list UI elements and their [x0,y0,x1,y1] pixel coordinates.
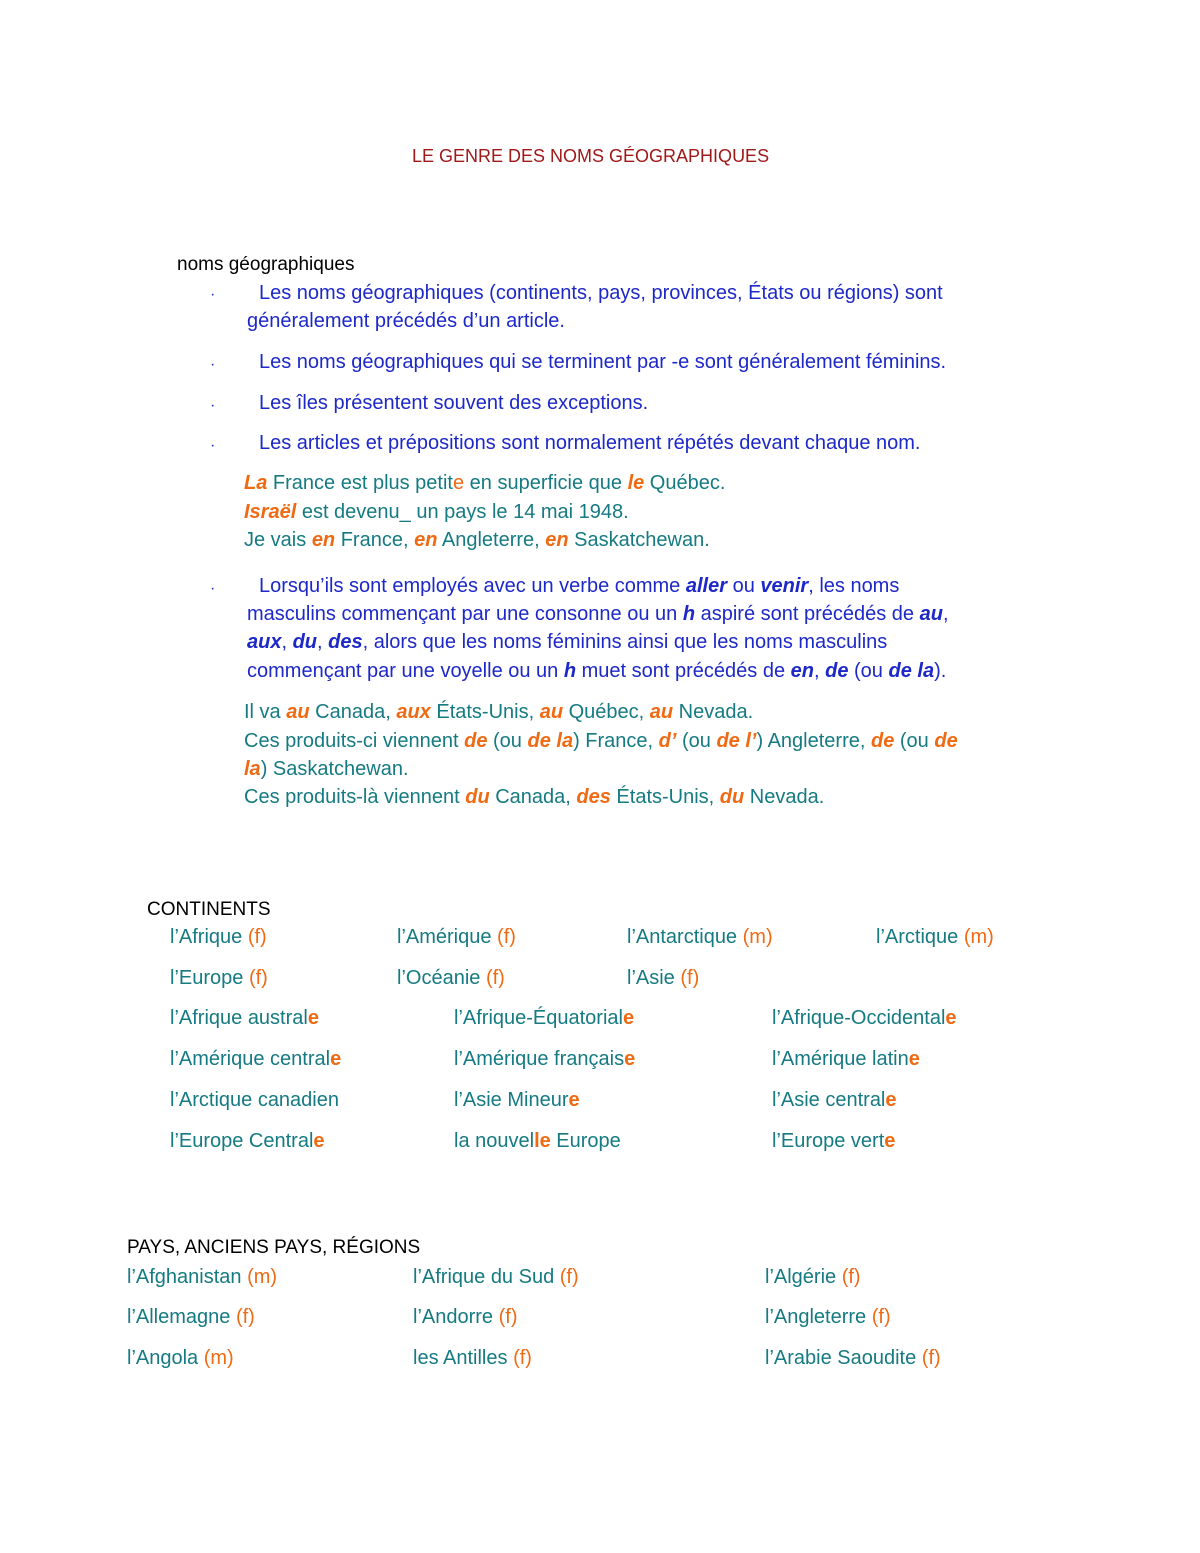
continent-name: l’Europe [170,967,244,989]
example-preposition: en [414,529,438,551]
example-preposition: en [311,529,336,551]
example-text: Québec. [644,472,726,494]
bullet-marker: · [210,286,216,303]
bullet-text-part: aspiré sont précédés de [695,603,920,625]
country-name: l’Algérie [765,1266,837,1288]
gender-tag: (f) [921,1347,941,1369]
continent-item [397,967,505,990]
country-item [765,1266,861,1289]
bullet-marker: · [210,580,216,597]
gender-tag: (m) [203,1347,234,1369]
bullet-marker: · [210,437,216,454]
continent-item [627,967,699,990]
example-line [244,701,753,724]
bullet-text-part: ou [727,575,761,597]
region-name: l’Afrique austral [170,1007,308,1029]
region-item [454,1089,580,1112]
example-preposition: au [649,701,674,723]
country-name: l’Afrique du Sud [413,1266,555,1288]
bullet-text-part: ). [934,660,947,682]
continent-name: l’Afrique [170,926,243,948]
gender-tag: (f) [871,1306,891,1328]
gender-tag: (f) [235,1306,255,1328]
bullet-text: Les noms géographiques qui se terminent par -e sont généralement féminins. [259,351,947,373]
gender-tag: (m) [247,1266,278,1288]
continent-item [397,926,516,949]
feminine-ending: e [622,1007,635,1029]
example-text: est devenu_ un pays le 14 mai 1948. [296,501,629,523]
bullet-marker: · [210,356,216,373]
term: h [682,603,696,625]
region-name: l’Amérique français [454,1048,625,1070]
example-text: Ces produits-là viennent [244,786,466,808]
region-item [454,1130,621,1153]
continent-item [170,926,267,949]
example-line [244,786,824,809]
bullet-text-part: , [814,660,826,682]
continent-name: l’Asie [627,967,675,989]
country-name: l’Allemagne [127,1306,231,1328]
term: aux [247,631,282,653]
example-preposition: d’ [658,730,677,752]
gender-tag: (f) [498,1306,518,1328]
bullet-text-part: , [281,631,293,653]
gender-tag: (f) [680,967,700,989]
region-item [454,1007,634,1030]
country-item [765,1306,891,1329]
region-name: l’Asie central [772,1089,886,1111]
feminine-ending: e [313,1130,325,1152]
term: du [292,631,318,653]
region-name: l’Amérique central [170,1048,331,1070]
example-line [244,730,958,753]
example-text: Nevada. [673,701,754,723]
bullet-text-part: , [317,631,329,653]
term: de la [888,660,935,682]
example-text: Je vais [244,529,312,551]
example-text: (ou [894,730,935,752]
gender-tag: (f) [485,967,505,989]
country-name: l’Afghanistan [127,1266,242,1288]
region-name: l’Asie Mineur [454,1089,569,1111]
example-text: États-Unis, [610,786,720,808]
continent-item [627,926,773,949]
example-text: (ou [487,730,528,752]
bullet-text [247,660,946,683]
example-text: Saskatchewan. [568,529,710,551]
region-name: l’Afrique-Occidental [772,1007,946,1029]
example-preposition: de la [527,730,574,752]
bullet-text-part: commençant par une voyelle ou un [247,660,564,682]
region-name: l’Amérique latin [772,1048,909,1070]
term: des [328,631,363,653]
example-preposition: de [870,730,895,752]
term: au [919,603,943,625]
example-preposition: des [576,786,611,808]
example-text: Ces produits-ci viennent [244,730,465,752]
region-item [170,1130,325,1153]
example-preposition: la [244,758,261,780]
example-preposition: de [464,730,488,752]
example-name: Israël [244,501,297,523]
bullet-text-part: Lorsqu’ils sont employés avec un verbe comme [259,575,686,597]
country-name: l’Arabie Saoudite [765,1347,917,1369]
feminine-ending: e [884,1130,896,1152]
example-preposition: au [539,701,564,723]
example-article: le [627,472,645,494]
example-article: La [244,472,268,494]
example-line [244,472,725,495]
example-text: France, [335,529,415,551]
bullet-marker: · [210,397,216,414]
example-preposition: en [545,529,569,551]
region-name: l’Europe vert [772,1130,885,1152]
example-preposition: de [934,730,958,752]
gender-tag: (f) [248,967,268,989]
region-item [772,1130,895,1153]
example-text: Nevada. [744,786,825,808]
example-preposition: du [719,786,745,808]
region-name: la nouvel [454,1130,535,1152]
example-text: ) France, [573,730,659,752]
example-text: Québec, [563,701,650,723]
bullet-text-part: , [942,603,949,625]
country-name: l’Angleterre [765,1306,867,1328]
feminine-ending: e [453,472,465,494]
example-text: Angleterre, [437,529,546,551]
example-text: États-Unis, [430,701,540,723]
feminine-ending: e [330,1048,342,1070]
region-item [772,1007,957,1030]
gender-tag: (f) [559,1266,579,1288]
term: en [790,660,814,682]
continent-name: l’Arctique [876,926,959,948]
region-item [772,1089,897,1112]
example-line [244,529,710,552]
gender-tag: (f) [513,1347,532,1369]
continent-item [876,926,994,949]
country-name: les Antilles [413,1347,508,1369]
bullet-text: Les articles et prépositions sont normalement répétés devant chaque nom. [259,432,921,454]
example-text: Canada, [309,701,397,723]
gender-tag: (m) [742,926,773,948]
country-item [765,1347,941,1370]
example-text: France est plus petit [267,472,453,494]
example-text: (ou [676,730,717,752]
country-item [413,1347,532,1370]
region-item [170,1089,339,1112]
term: de [825,660,849,682]
region-name: Europe [550,1130,621,1152]
pays-heading: PAYS, ANCIENS PAYS, RÉGIONS [127,1237,421,1258]
country-item [413,1266,579,1289]
verb-term: venir [760,575,809,597]
term: h [563,660,577,682]
example-preposition: au [286,701,310,723]
country-item [127,1266,277,1289]
example-text: Canada, [489,786,577,808]
example-line [244,758,409,781]
example-preposition: de l’ [716,730,757,752]
example-text: ) Angleterre, [756,730,871,752]
feminine-ending: e [885,1089,897,1111]
bullet-text-part: , les noms [808,575,900,597]
region-item [170,1048,341,1071]
gender-tag: (f) [497,926,516,948]
region-item [454,1048,635,1071]
country-name: l’Angola [127,1347,199,1369]
feminine-ending: e [624,1048,636,1070]
bullet-text-part: masculins commençant par une consonne ou un [247,603,683,625]
region-item [772,1048,920,1071]
bullet-text-part: , alors que les noms féminins ainsi que les noms masculins [362,631,888,653]
country-item [413,1306,518,1329]
bullet-text-part: muet sont précédés de [576,660,791,682]
region-name: l’Arctique canadien [170,1089,339,1111]
bullet-text: généralement précédés d’un article. [247,310,565,332]
gender-tag: (f) [841,1266,861,1288]
continent-item [170,967,268,990]
gender-tag: (m) [963,926,994,948]
country-item [127,1306,255,1329]
feminine-ending: e [945,1007,957,1029]
example-text: ) Saskatchewan. [260,758,409,780]
feminine-ending: e [307,1007,319,1029]
bullet-text [259,575,899,598]
example-line [244,501,629,524]
bullet-text: Les noms géographiques (continents, pays, provinces, États ou régions) sont [259,282,943,304]
example-preposition: du [465,786,490,808]
region-name: l’Europe Central [170,1130,314,1152]
section-heading: noms géographiques [177,254,355,275]
bullet-text [247,603,949,626]
country-name: l’Andorre [413,1306,494,1328]
feminine-ending: e [568,1089,580,1111]
continents-heading: CONTINENTS [147,899,271,920]
verb-term: aller [685,575,728,597]
example-preposition: aux [396,701,431,723]
country-item [127,1347,234,1370]
example-text: en superficie que [464,472,628,494]
gender-tag: (f) [247,926,267,948]
feminine-ending: le [534,1130,551,1152]
page-title: LE GENRE DES NOMS GÉOGRAPHIQUES [412,146,770,166]
continent-name: l’Amérique [397,926,492,948]
continent-name: l’Océanie [397,967,481,989]
bullet-text-part: (ou [848,660,889,682]
bullet-text [247,631,887,654]
continent-name: l’Antarctique [627,926,738,948]
example-text: Il va [244,701,287,723]
region-item [170,1007,319,1030]
region-name: l’Afrique-Équatorial [454,1007,623,1029]
bullet-text: Les îles présentent souvent des exceptions. [259,392,649,414]
feminine-ending: e [908,1048,920,1070]
